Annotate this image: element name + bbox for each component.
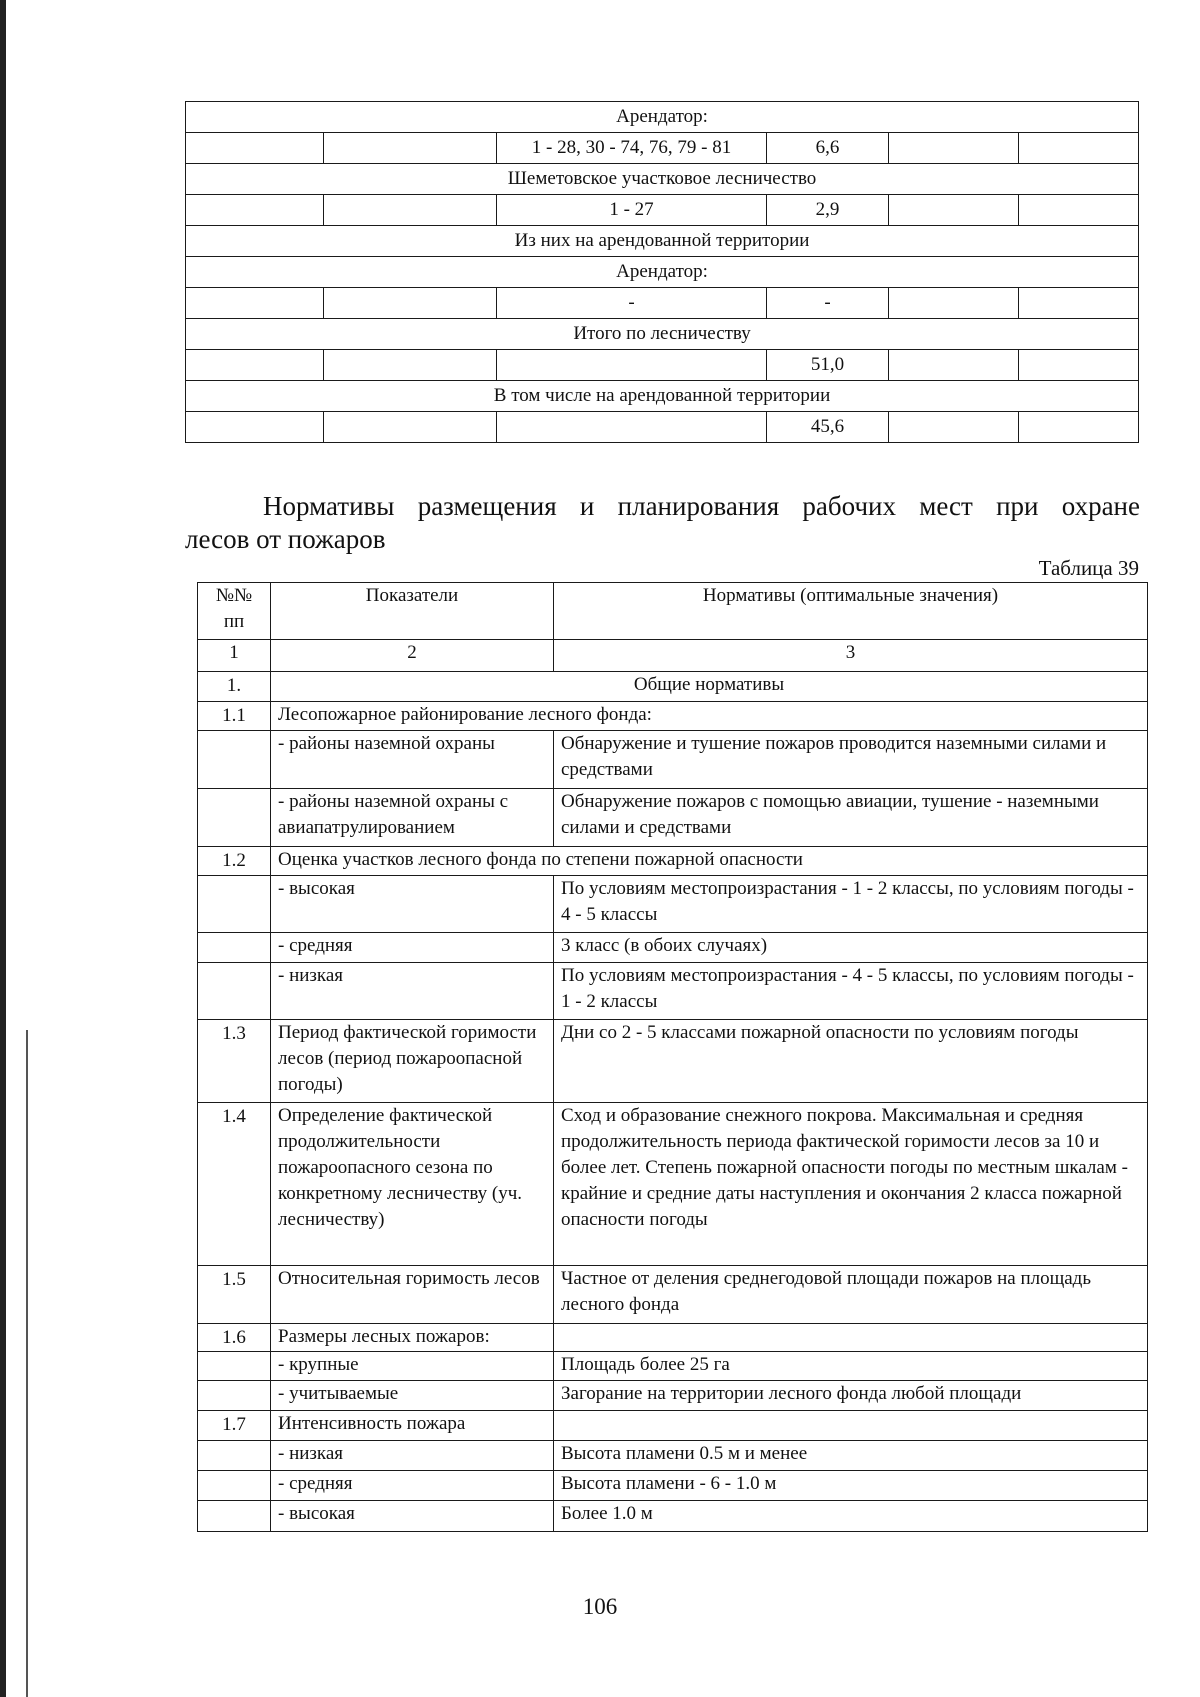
table-row	[186, 226, 1139, 257]
row-number	[198, 1381, 271, 1411]
norm-cell: Площадь более 25 га	[554, 1352, 1148, 1381]
area-value-cell: 6,6	[767, 133, 889, 164]
indicator-cell: - низкая	[271, 1441, 554, 1471]
table-cell	[324, 412, 497, 443]
row-number: 1.5	[198, 1266, 271, 1324]
table-cell	[889, 195, 1019, 226]
table-row	[186, 102, 1139, 133]
table-cell	[889, 288, 1019, 319]
row-number: 1.1	[198, 702, 271, 731]
table-cell	[186, 195, 324, 226]
row-number	[198, 1352, 271, 1381]
row-number	[198, 789, 271, 847]
table-cell	[186, 350, 324, 381]
section-heading	[185, 490, 1140, 556]
norm-cell: Высота пламени 0.5 м и менее	[554, 1441, 1148, 1471]
section-row	[198, 672, 1148, 702]
table-row	[186, 195, 1139, 226]
heading-line-2: лесов от пожаров	[185, 524, 386, 554]
row-number: 1.4	[198, 1103, 271, 1266]
row-number	[198, 876, 271, 933]
area-value-cell: 51,0	[767, 350, 889, 381]
norm-cell: Обнаружение пожаров с помощью авиации, тушение - наземными силами и средствами	[554, 789, 1148, 847]
indicator-cell: - учитываемые	[271, 1381, 554, 1411]
table-cell	[186, 412, 324, 443]
indicator-cell: - высокая	[271, 876, 554, 933]
table-cell	[889, 133, 1019, 164]
span-cell: В том числе на арендованной территории	[186, 381, 1139, 412]
area-value-cell: 45,6	[767, 412, 889, 443]
table-row	[186, 412, 1139, 443]
table-cell	[324, 195, 497, 226]
area-value-cell: 2,9	[767, 195, 889, 226]
table-row	[198, 1501, 1148, 1532]
table-row	[198, 1020, 1148, 1103]
span-cell: Арендатор:	[186, 102, 1139, 133]
indicator-cell: - средняя	[271, 933, 554, 963]
indicator-cell: - районы наземной охраны	[271, 731, 554, 789]
norm-cell: По условиям местопроизрастания - 4 - 5 классы, по условиям погоды - 1 - 2 классы	[554, 963, 1148, 1020]
norm-cell: Обнаружение и тушение пожаров проводится наземными силами и средствами	[554, 731, 1148, 789]
col-number: 2	[271, 640, 554, 672]
table-row	[186, 350, 1139, 381]
indicator-cell: Размеры лесных пожаров:	[271, 1324, 554, 1352]
table-cell	[186, 133, 324, 164]
table-row	[198, 731, 1148, 789]
table-row	[198, 1103, 1148, 1266]
row-number: 1.6	[198, 1324, 271, 1352]
lease-area-table	[185, 101, 1139, 443]
table-row	[186, 257, 1139, 288]
header-num-col: №№ пп	[198, 583, 271, 640]
row-number	[198, 731, 271, 789]
col-number: 1	[198, 640, 271, 672]
norm-cell: 3 класс (в обоих случаях)	[554, 933, 1148, 963]
table-row	[198, 702, 1148, 731]
quarter-numbers-cell: -	[497, 288, 767, 319]
header-norm-col: Нормативы (оптимальные значения)	[554, 583, 1148, 640]
table-cell	[889, 350, 1019, 381]
table-row	[198, 1324, 1148, 1352]
quarter-numbers-cell	[497, 350, 767, 381]
heading-line-1: Нормативы размещения и планирования рабочих мест при охране	[263, 491, 1140, 521]
table-row	[198, 876, 1148, 933]
norm-cell: Частное от деления среднегодовой площади пожаров на площадь лесного фонда	[554, 1266, 1148, 1324]
fire-protection-norms-table	[197, 582, 1148, 1532]
span-cell: Итого по лесничеству	[186, 319, 1139, 350]
span-cell: Из них на арендованной территории	[186, 226, 1139, 257]
table-row	[198, 1471, 1148, 1501]
table-row	[186, 381, 1139, 412]
table-row	[186, 319, 1139, 350]
norm-cell: Сход и образование снежного покрова. Максимальная и средняя продолжительность периода фактической горимости лесов за 10 и более лет. Степень пожарной опасности погоды по местным шкалам - крайние и средние даты наступления и окончания 2 класса пожарной опасности погоды	[554, 1103, 1148, 1266]
row-number	[198, 963, 271, 1020]
header-indicator-col: Показатели	[271, 583, 554, 640]
table-cell	[186, 288, 324, 319]
indicator-cell: Лесопожарное районирование лесного фонда:	[271, 702, 1148, 731]
table-cell	[889, 412, 1019, 443]
indicator-cell: - низкая	[271, 963, 554, 1020]
span-cell: Арендатор:	[186, 257, 1139, 288]
area-value-cell: -	[767, 288, 889, 319]
page-number: 106	[582, 1594, 618, 1619]
indicator-cell: - высокая	[271, 1501, 554, 1532]
table-row	[198, 1352, 1148, 1381]
indicator-cell: Определение фактической продолжительности пожароопасного сезона по конкретному лесничеству (уч. лесничеству)	[271, 1103, 554, 1266]
table-row	[186, 164, 1139, 195]
indicator-cell: Оценка участков лесного фонда по степени пожарной опасности	[271, 847, 1148, 876]
table-row	[198, 1381, 1148, 1411]
col-number: 3	[554, 640, 1148, 672]
table-label: Таблица 39	[1038, 556, 1139, 580]
table-row	[198, 789, 1148, 847]
header-row	[198, 583, 1148, 640]
table-cell	[324, 288, 497, 319]
quarter-numbers-cell	[497, 412, 767, 443]
indicator-cell: Интенсивность пожара	[271, 1411, 554, 1441]
table-cell	[1019, 288, 1139, 319]
table-row	[198, 963, 1148, 1020]
indicator-cell: - средняя	[271, 1471, 554, 1501]
table-row	[198, 1266, 1148, 1324]
span-cell: Шеметовское участковое лесничество	[186, 164, 1139, 195]
table-row	[198, 933, 1148, 963]
table-row	[198, 1441, 1148, 1471]
row-number: 1.3	[198, 1020, 271, 1103]
norm-cell	[554, 1411, 1148, 1441]
row-number	[198, 1501, 271, 1532]
table-row	[186, 133, 1139, 164]
row-number	[198, 933, 271, 963]
indicator-cell: - крупные	[271, 1352, 554, 1381]
indicator-cell: Период фактической горимости лесов (период пожароопасной погоды)	[271, 1020, 554, 1103]
quarter-numbers-cell: 1 - 28, 30 - 74, 76, 79 - 81	[497, 133, 767, 164]
table-cell	[1019, 350, 1139, 381]
indicator-cell: - районы наземной охраны с авиапатрулированием	[271, 789, 554, 847]
row-number: 1.2	[198, 847, 271, 876]
norm-cell: По условиям местопроизрастания - 1 - 2 классы, по условиям погоды - 4 - 5 классы	[554, 876, 1148, 933]
table-cell	[1019, 195, 1139, 226]
norm-cell	[554, 1324, 1148, 1352]
row-number: 1.	[198, 672, 271, 702]
table-cell	[1019, 412, 1139, 443]
row-number: 1.7	[198, 1411, 271, 1441]
table-cell	[324, 133, 497, 164]
norm-cell: Более 1.0 м	[554, 1501, 1148, 1532]
table-cell	[324, 350, 497, 381]
row-number	[198, 1471, 271, 1501]
norm-cell: Высота пламени - 6 - 1.0 м	[554, 1471, 1148, 1501]
norm-cell: Загорание на территории лесного фонда любой площади	[554, 1381, 1148, 1411]
table-cell	[1019, 133, 1139, 164]
norm-cell: Дни со 2 - 5 классами пожарной опасности по условиям погоды	[554, 1020, 1148, 1103]
row-number	[198, 1441, 271, 1471]
table-row	[198, 847, 1148, 876]
section-title: Общие нормативы	[271, 672, 1148, 702]
quarter-numbers-cell: 1 - 27	[497, 195, 767, 226]
indicator-cell: Относительная горимость лесов	[271, 1266, 554, 1324]
table-row	[198, 1411, 1148, 1441]
binding-edge	[0, 0, 6, 1697]
table-row	[186, 288, 1139, 319]
column-numbers-row	[198, 640, 1148, 672]
